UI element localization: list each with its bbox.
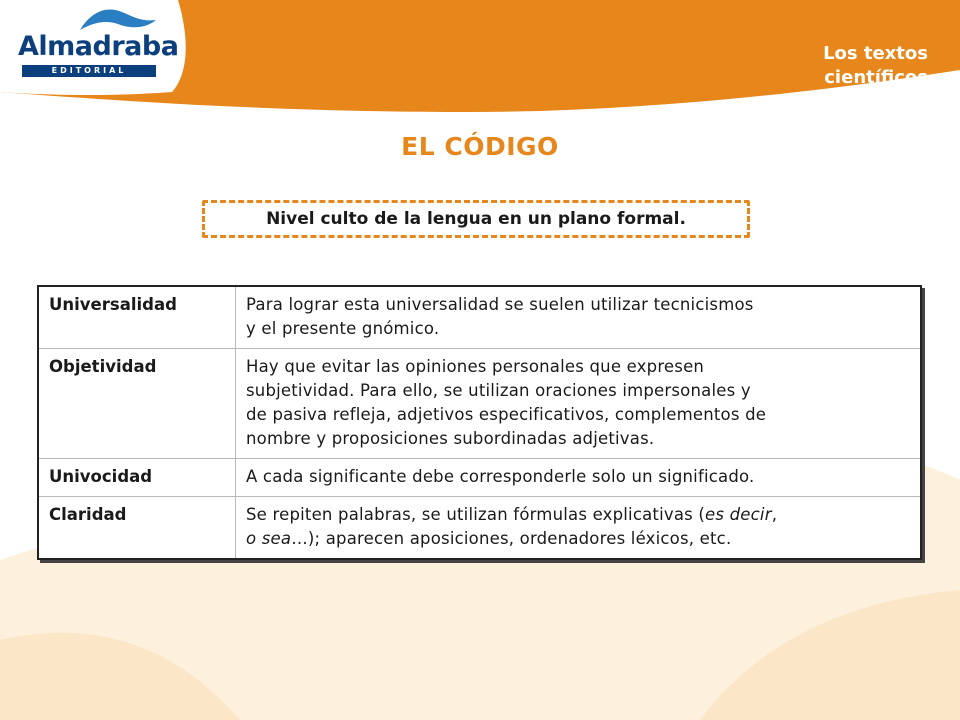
desc-line: y el presente gnómico. (246, 319, 440, 338)
table-row (38, 286, 921, 349)
row-description (236, 459, 922, 497)
row-term: Univocidad (38, 459, 236, 497)
section-title-line2: científicos (824, 67, 928, 88)
table-row (38, 497, 921, 560)
logo-subtitle: EDITORIAL (22, 65, 156, 77)
logo-wordmark: Almadraba (18, 31, 179, 62)
desc-text: Se repiten palabras, se utilizan fórmulas explicativas ( (246, 505, 706, 524)
desc-line: A cada significante debe corresponderle solo un significado. (246, 467, 755, 486)
desc-line: Para lograr esta universalidad se suelen utilizar tecnicismos (246, 295, 754, 314)
section-title-line1: Los textos (823, 43, 928, 64)
desc-text: , (771, 505, 778, 524)
row-term: Objetividad (38, 349, 236, 459)
features-table (37, 285, 922, 560)
desc-line: Hay que evitar las opiniones personales que expresen (246, 357, 705, 376)
level-note-text: Nivel culto de la lengua en un plano formal. (266, 209, 686, 229)
desc-italic-phrase: es decir (705, 505, 772, 524)
level-note-box (202, 200, 750, 238)
row-term: Universalidad (38, 286, 236, 349)
desc-italic-phrase: o sea (246, 529, 292, 548)
desc-line: subjetividad. Para ello, se utilizan oraciones impersonales y (246, 381, 751, 400)
row-description (236, 349, 922, 459)
table-row (38, 349, 921, 459)
page-title: EL CÓDIGO (401, 132, 559, 161)
row-description (236, 497, 922, 560)
row-description (236, 286, 922, 349)
almadraba-logo (18, 4, 179, 75)
desc-line: nombre y proposiciones subordinadas adjetivas. (246, 429, 655, 448)
logo-wave-icon (78, 4, 158, 34)
desc-line: de pasiva refleja, adjetivos especificativos, complementos de (246, 405, 767, 424)
desc-text: …); aparecen aposiciones, ordenadores léxicos, etc. (291, 529, 732, 548)
table-row (38, 459, 921, 497)
section-title (768, 42, 928, 90)
row-term: Claridad (38, 497, 236, 560)
